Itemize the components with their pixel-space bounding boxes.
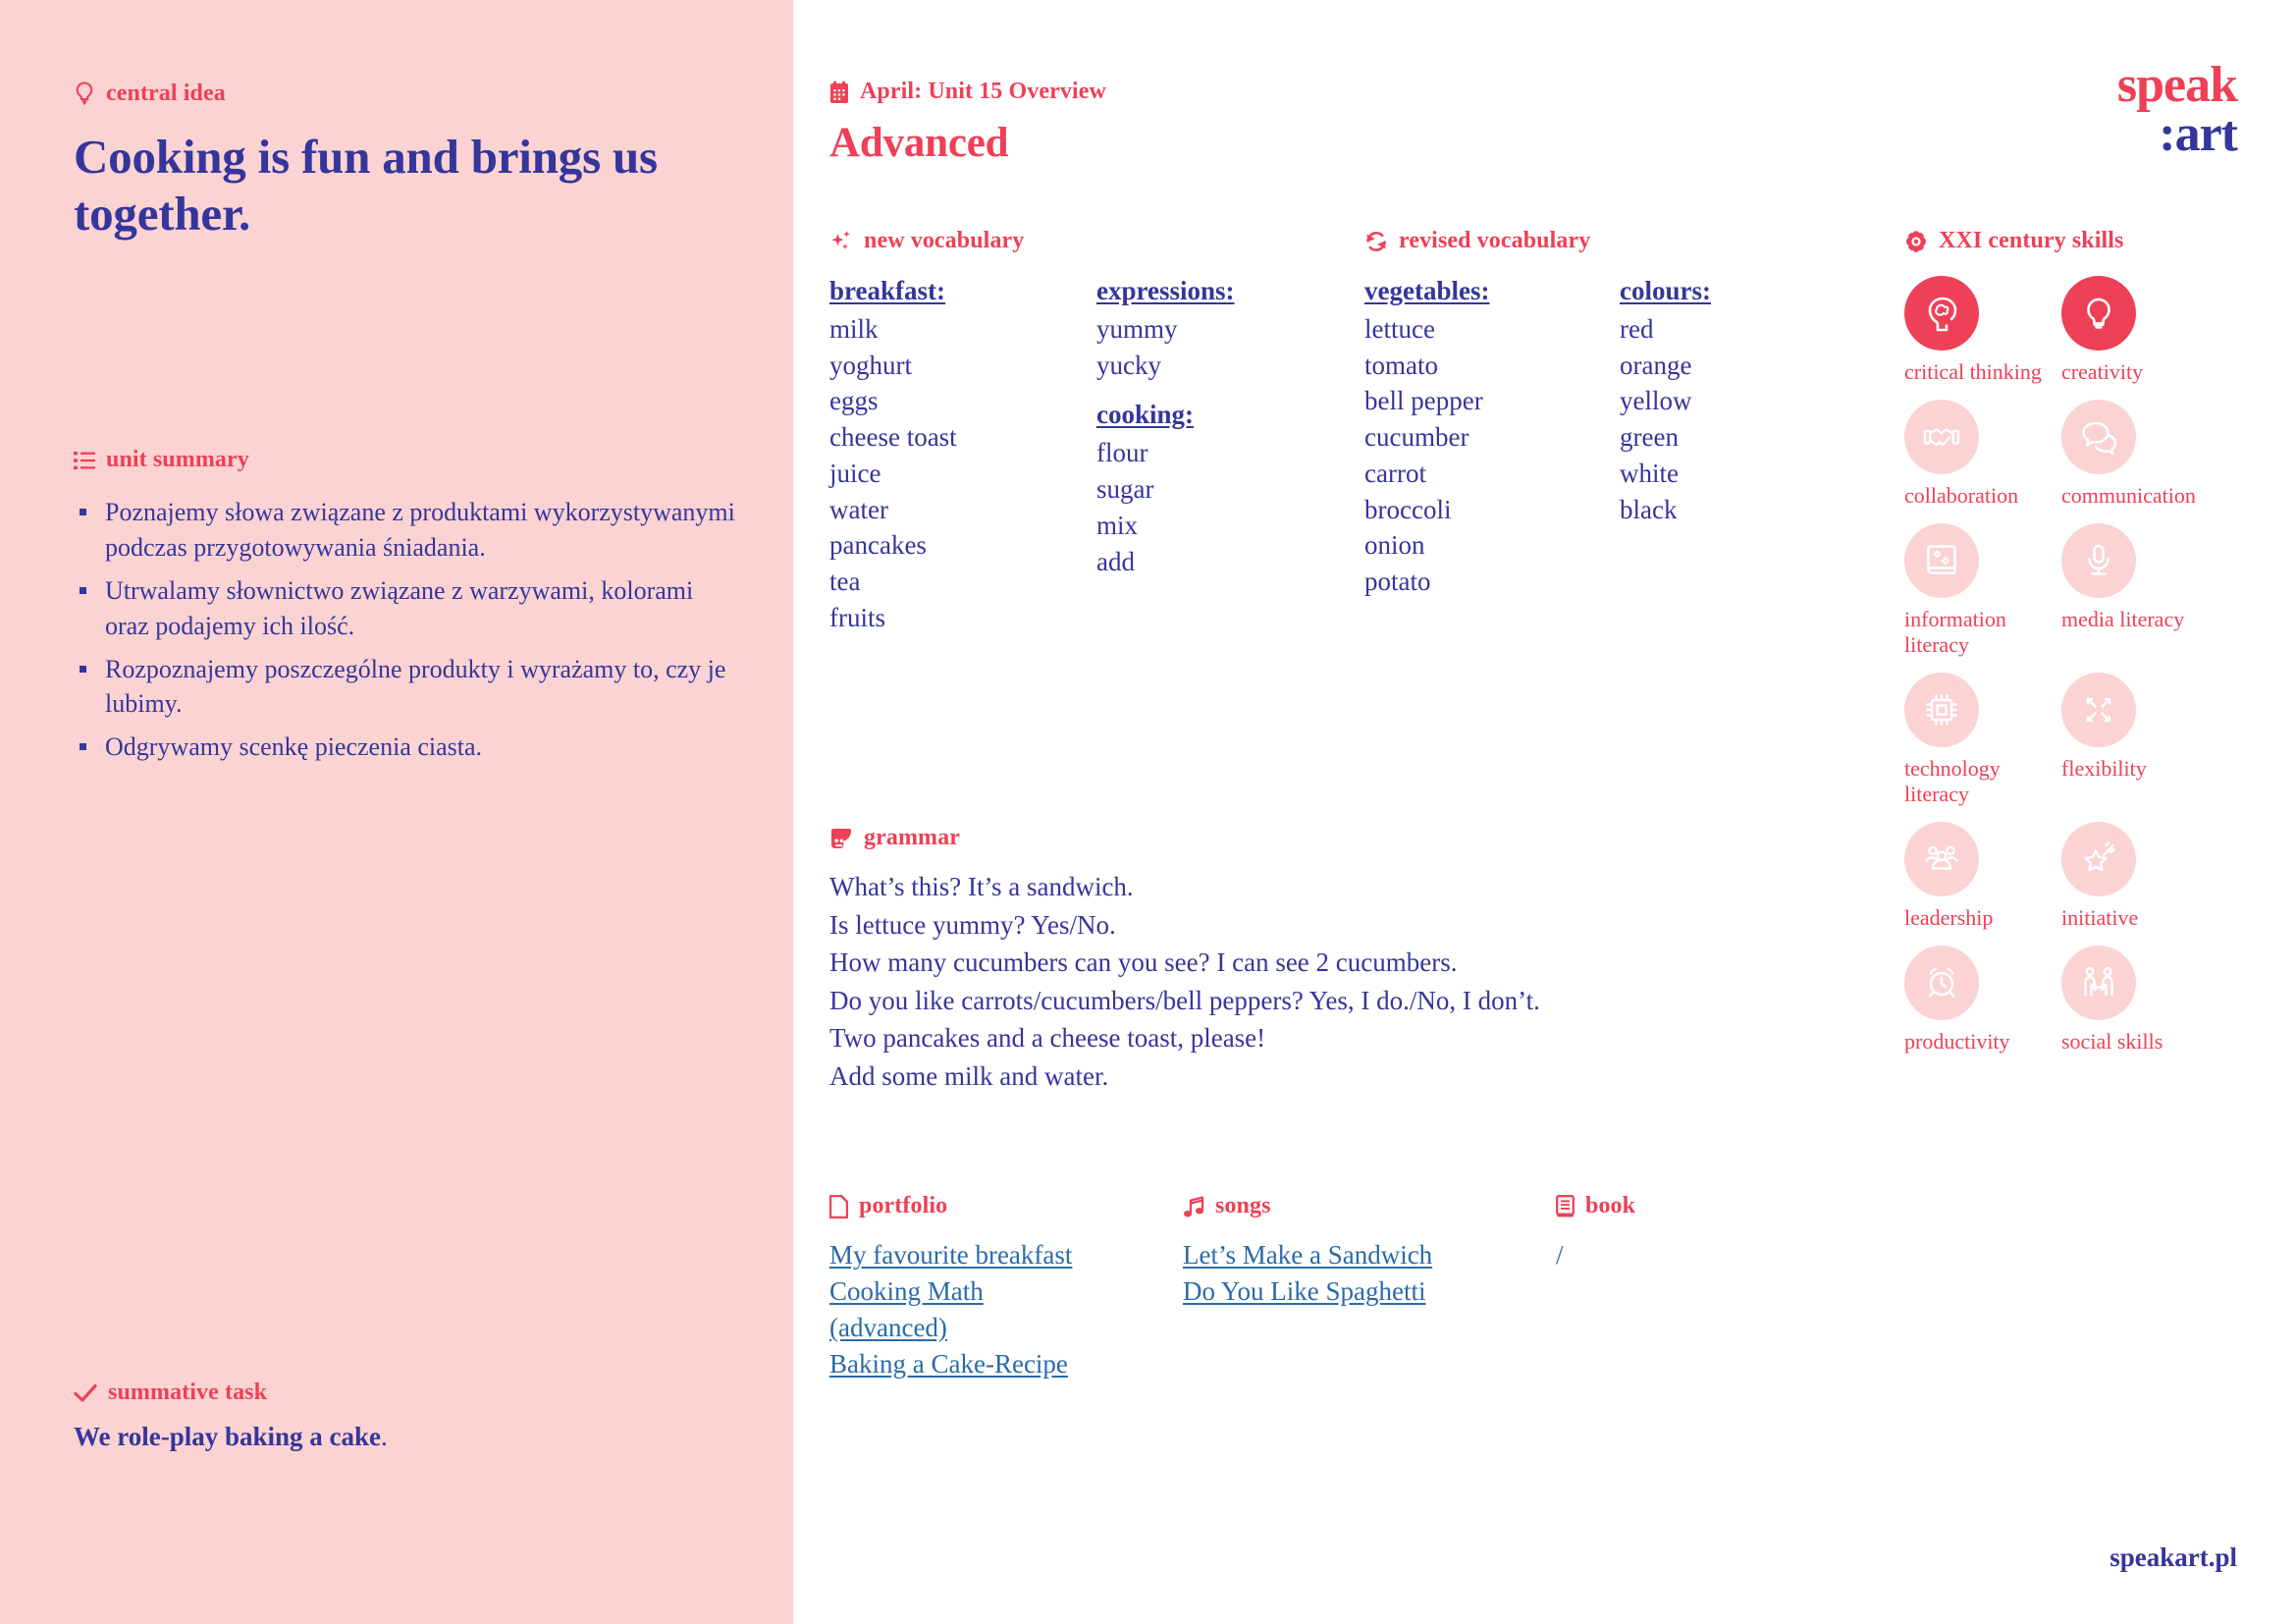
vocab-column-colours [1620,276,1875,600]
page-title: Advanced [829,120,1009,166]
sparkles-icon [829,230,853,253]
skills-label: XXI century skills [1939,228,2124,253]
lightbulb-icon [2078,293,2119,334]
vocab-word: yoghurt [829,350,912,380]
book-links [1556,1237,1801,1273]
skill-label: initiative [2061,904,2139,930]
vocab-word: milk [829,314,879,344]
chip-icon [1921,689,1962,731]
skill-label: technology literacy [1904,755,2001,806]
list-item [74,495,741,566]
revised-vocabulary-section [1364,228,1875,600]
skill-leadership[interactable] [1904,822,2061,931]
speech-icon [829,828,853,849]
brand-logo [2116,57,2237,162]
skill-information-literacy[interactable] [1904,523,2061,658]
overview-label: April: Unit 15 Overview [860,79,1106,104]
grammar-line: What’s this? It’s a sandwich. [829,872,1134,901]
skills-section [1904,228,2238,1055]
bullet-dot [80,666,86,673]
unit-summary-label: unit summary [106,447,249,472]
skill-label: communication [2061,482,2196,508]
portfolio-link[interactable]: Cooking Math [829,1275,984,1306]
bullet-dot [80,587,86,594]
two-people-arrow-icon [2078,962,2119,1003]
skill-icon-circle [1904,276,1979,351]
grammar-lines [829,868,1870,1096]
skill-icon-circle [1904,946,1979,1020]
vocab-word: green [1620,422,1679,453]
songs-label: songs [1215,1193,1271,1218]
bullet-dot [80,509,86,515]
skill-label: social skills [2061,1028,2163,1054]
footer-url[interactable]: speakart.pl [2109,1543,2237,1572]
vocab-word: pancakes [829,530,927,561]
skill-communication[interactable] [2061,400,2218,509]
vocab-word: fruits [829,602,885,632]
vocab-category-title: expressions: [1096,276,1235,305]
shooting-star-icon [2078,839,2119,880]
vocab-word: cucumber [1364,422,1469,453]
grammar-label: grammar [864,825,960,850]
main-content [829,0,1860,1624]
list-item-text: Utrwalamy słownictwo związane z warzywami, kolorami oraz podajemy ich ilość. [105,575,694,640]
skill-label: collaboration [1904,482,2019,508]
central-idea-header [74,81,734,107]
list-item-text: Rozpoznajemy poszczególne produkty i wyrażamy to, czy je lubimy. [105,654,726,719]
skill-icon-circle [1904,822,1979,896]
central-idea-label: central idea [106,81,226,106]
check-icon [74,1383,97,1403]
portfolio-column [829,1193,1183,1382]
revised-vocabulary-header [1364,228,1875,254]
portfolio-link[interactable]: My favourite breakfast [829,1240,1073,1270]
skill-icon-circle [1904,400,1979,474]
skills-grid [1904,276,2238,1055]
summative-task-sentence: We role-play baking a cake [74,1422,382,1451]
skill-label: creativity [2061,359,2144,384]
skill-social-skills[interactable] [2061,946,2218,1055]
vocab-word: orange [1620,350,1692,380]
book-image-icon [1921,540,1962,581]
calendar-icon [829,81,849,104]
gear-flower-icon [1904,230,1928,253]
revised-vocabulary-columns [1364,276,1875,600]
skill-media-literacy[interactable] [2061,523,2218,658]
skill-icon-circle [2061,400,2136,474]
lightbulb-icon [74,81,95,107]
skill-label: information literacy [1904,606,2006,657]
song-link[interactable]: Let’s Make a Sandwich [1183,1240,1433,1270]
skill-icon-circle [1904,673,1979,747]
vocab-word: juice [829,458,881,488]
list-item [74,573,741,644]
song-link[interactable]: Do You Like Spaghetti [1183,1275,1426,1306]
people-group-icon [1921,839,1962,880]
summative-task-header [74,1380,741,1406]
skill-flexibility[interactable] [2061,673,2218,807]
skill-icon-circle [2061,276,2136,351]
logo-art: :art [2159,105,2237,162]
skill-technology-literacy[interactable] [1904,673,2061,807]
vocab-word: red [1620,314,1654,344]
vocab-word: yummy [1096,314,1178,344]
new-vocabulary-label: new vocabulary [864,228,1025,253]
portfolio-links [829,1237,1183,1382]
vocab-word: potato [1364,567,1431,597]
portfolio-link[interactable]: Baking a Cake-Recipe [829,1348,1068,1379]
skill-label: critical thinking [1904,359,2042,384]
grammar-line: How many cucumbers can you see? I can see 2 cucumbers. [829,947,1458,978]
vocab-category-title: breakfast: [829,276,945,305]
list-icon [74,451,95,470]
left-sidebar [0,0,793,1624]
skill-icon-circle [2061,946,2136,1020]
summative-task-text [74,1420,741,1454]
bullet-dot [80,743,86,750]
vocab-word: water [829,494,888,524]
skill-label: leadership [1904,904,1994,930]
grammar-line: Two pancakes and a cheese toast, please! [829,1023,1266,1054]
vocab-word: black [1620,494,1678,524]
book-label: book [1585,1193,1636,1218]
vocab-word: broccoli [1364,494,1452,524]
logo-speak: speak [2116,57,2237,113]
microphone-icon [2078,540,2119,581]
grammar-header [829,825,1870,851]
list-item [74,730,741,765]
vocab-word: flour [1096,438,1148,468]
central-idea-text: Cooking is fun and brings us together. [74,130,658,241]
head-brain-icon [1921,293,1962,334]
portfolio-link[interactable]: (advanced) [829,1312,947,1342]
grammar-line: Is lettuce yummy? Yes/No. [829,909,1116,940]
skill-icon-circle [2061,523,2136,598]
arrows-square-icon [2078,689,2119,731]
summative-task-period: . [381,1422,388,1451]
list-item [74,652,741,723]
revised-vocabulary-label: revised vocabulary [1399,228,1591,253]
overview-header [829,79,1860,105]
book-icon [1556,1195,1575,1218]
vocab-word: tomato [1364,350,1438,380]
vocab-word: eggs [829,386,879,416]
speech-bubbles-icon [2078,416,2119,458]
list-item-text: Odgrywamy scenkę pieczenia ciasta. [105,732,483,762]
book-column [1556,1193,1801,1382]
skill-creativity[interactable] [2061,276,2218,385]
songs-column [1183,1193,1556,1382]
skill-productivity[interactable] [1904,946,2061,1055]
skill-label: productivity [1904,1028,2010,1054]
vocab-word: sugar [1096,474,1154,505]
unit-summary-header [74,447,741,473]
vocab-column-expressions [1096,276,1363,635]
unit-summary-block [74,447,741,773]
list-item-text: Poznajemy słowa związane z produktami wykorzystywanymi podczas przygotowywania śniadania. [105,498,735,562]
skill-label: flexibility [2061,755,2147,781]
grammar-line: Do you like carrots/cucumbers/bell peppers? Yes, I do./No, I don’t. [829,985,1540,1015]
vocab-word: carrot [1364,458,1426,488]
skill-initiative[interactable] [2061,822,2218,931]
vocab-column-vegetables [1364,276,1620,600]
book-header [1556,1193,1801,1219]
portfolio-label: portfolio [859,1193,948,1218]
grammar-section [829,825,1870,1096]
file-icon [829,1195,848,1218]
skill-icon-circle [2061,822,2136,896]
vocab-word: onion [1364,530,1425,561]
vocab-word: yellow [1620,386,1692,416]
portfolio-header [829,1193,1183,1219]
vocab-word: lettuce [1364,314,1435,344]
book-value: / [1556,1240,1564,1270]
skill-label: media literacy [2061,606,2185,631]
vocab-word: mix [1096,510,1139,540]
summative-task-label: summative task [108,1380,268,1405]
alarm-clock-icon [1921,962,1962,1003]
skill-critical-thinking[interactable] [1904,276,2061,385]
vocab-word: yucky [1096,350,1161,380]
refresh-icon [1364,231,1388,252]
resources-section [829,1193,1870,1382]
skill-icon-circle [1904,523,1979,598]
songs-header [1183,1193,1556,1219]
songs-links [1183,1237,1556,1310]
vocab-column-breakfast [829,276,1096,635]
vocab-word: cheese toast [829,422,957,453]
vocab-word: white [1620,458,1679,488]
skill-icon-circle [2061,673,2136,747]
summative-task-block [74,1380,741,1454]
music-icon [1183,1196,1204,1218]
skills-header [1904,228,2238,254]
vocab-word: bell pepper [1364,386,1483,416]
vocab-category-title: colours: [1620,276,1711,305]
handshake-icon [1921,416,1962,458]
vocab-word: add [1096,546,1135,576]
unit-summary-list [74,495,741,765]
vocab-category-title: cooking: [1096,400,1195,430]
skill-collaboration[interactable] [1904,400,2061,509]
vocab-word: tea [829,567,861,597]
grammar-line: Add some milk and water. [829,1061,1109,1092]
vocab-category-title: vegetables: [1364,276,1490,305]
